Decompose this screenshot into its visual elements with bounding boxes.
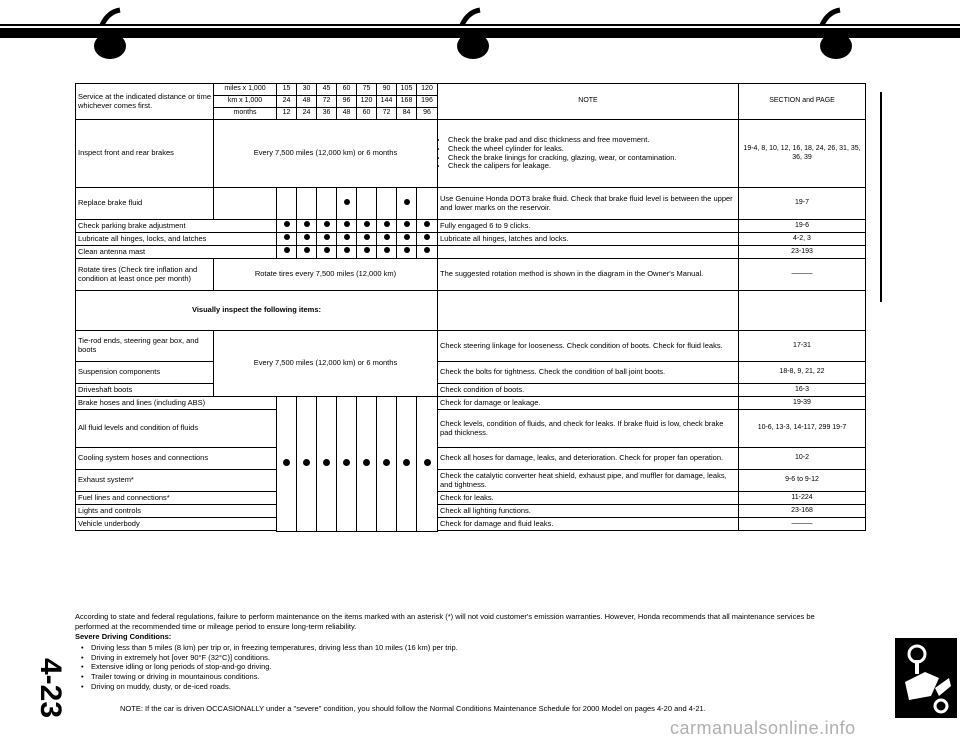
interval-cell	[297, 397, 317, 532]
miles-value: 30	[297, 84, 317, 96]
interval-cell	[377, 188, 397, 220]
miles-value: 105	[397, 84, 417, 96]
section-ref: ———	[739, 259, 866, 291]
service-dot	[403, 459, 410, 466]
note-bullet: • Check the calipers for leakage.	[448, 162, 736, 171]
section-ref: 19-39	[739, 397, 866, 410]
header-row-miles	[76, 84, 866, 96]
miles-value: 90	[377, 84, 397, 96]
service-dot	[344, 221, 350, 227]
list-item: • Driving less than 5 miles (8 km) per trip or, in freezing temperatures, driving less than 10 miles (16 km) per trip.	[91, 643, 850, 653]
section-ref: 18-8, 9, 21, 22	[739, 362, 866, 384]
months-value: 72	[377, 108, 397, 120]
item-note: Check all hoses for damage, leaks, and deterioration. Check for proper fan operation.	[438, 448, 739, 470]
page-number	[30, 657, 70, 719]
interval-cell	[277, 397, 297, 532]
interval-cell	[397, 397, 417, 532]
interval-cell	[337, 188, 357, 220]
list-item: • Trailer towing or driving in mountainous conditions.	[91, 672, 850, 682]
interval-cell	[357, 233, 377, 246]
interval-cell	[317, 246, 337, 259]
note-bullet: • Check the brake pad and disc thickness and free movement.	[448, 136, 736, 145]
item-label: Lubricate all hinges, locks, and latches	[76, 233, 277, 246]
item-label: Exhaust system*	[76, 470, 277, 492]
interval-cell	[297, 220, 317, 233]
item-label: All fluid levels and condition of fluids	[76, 410, 277, 448]
item-note: Check levels, condition of fluids, and check for leaks. If brake fluid is low, check brake pad thickness.	[438, 410, 739, 448]
section-ref: 11-224	[739, 492, 866, 505]
km-value: 24	[277, 96, 297, 108]
interval-cell	[337, 397, 357, 532]
service-dot	[344, 234, 350, 240]
interval-cell	[277, 188, 297, 220]
table-row	[76, 291, 866, 331]
interval-cell	[277, 233, 297, 246]
section-ref: 10-6, 13-3, 14-117, 299 19-7	[739, 410, 866, 448]
interval-cell	[397, 220, 417, 233]
table-row	[76, 188, 866, 220]
service-dot	[363, 459, 370, 466]
item-note	[438, 246, 739, 259]
interval-cell	[317, 188, 337, 220]
item-label: Replace brake fluid	[76, 188, 214, 220]
table-row	[76, 220, 866, 233]
item-label: Driveshaft boots	[76, 384, 214, 397]
interval-cell	[297, 246, 317, 259]
list-item: • Extensive idling or long periods of stop-and-go driving.	[91, 662, 850, 672]
section-column-header: SECTION and PAGE	[739, 84, 866, 120]
item-note: Check for damage or leakage.	[438, 397, 739, 410]
note-bullet: • Check the wheel cylinder for leaks.	[448, 145, 736, 154]
service-dot	[304, 221, 310, 227]
interval-cell	[357, 246, 377, 259]
km-value: 168	[397, 96, 417, 108]
section-ref: 16-3	[739, 384, 866, 397]
table-row	[76, 518, 866, 531]
severe-conditions-list	[75, 643, 850, 692]
table-row	[76, 331, 866, 362]
interval-cell	[417, 246, 438, 259]
months-value: 48	[337, 108, 357, 120]
months-value: 60	[357, 108, 377, 120]
interval-cell	[417, 220, 438, 233]
interval-cell	[397, 188, 417, 220]
interval-cell	[317, 233, 337, 246]
empty-cell	[214, 188, 277, 220]
km-value: 120	[357, 96, 377, 108]
item-label: Vehicle underbody	[76, 518, 277, 531]
table-row	[76, 384, 866, 397]
service-dot	[424, 247, 430, 253]
km-value: 48	[297, 96, 317, 108]
visual-inspect-heading: Visually inspect the following items:	[76, 291, 438, 331]
service-dot	[404, 247, 410, 253]
interval-cell	[397, 246, 417, 259]
empty-cell	[438, 531, 739, 532]
interval-span-text: Rotate tires every 7,500 miles (12,000 km)	[214, 259, 438, 291]
interval-cell	[317, 220, 337, 233]
km-value: 96	[337, 96, 357, 108]
section-ref: 19-7	[739, 188, 866, 220]
table-row	[76, 531, 866, 532]
table-row	[76, 259, 866, 291]
item-note	[438, 120, 739, 188]
severe-conditions-block	[75, 632, 850, 692]
months-value: 84	[397, 108, 417, 120]
interval-cell	[417, 397, 438, 532]
service-dot	[383, 459, 390, 466]
km-value: 72	[317, 96, 337, 108]
severe-conditions-heading: Severe Driving Conditions:	[75, 632, 172, 641]
binder-header-graphic	[0, 0, 960, 60]
item-note: Check all lighting functions.	[438, 505, 739, 518]
occasional-severe-note: NOTE: If the car is driven OCCASIONALLY under a "severe" condition, you should follow the Normal Conditions Maintenance Schedule for 2000 Model on pages 4-20 and 4-21.	[120, 704, 706, 713]
service-dot	[344, 247, 350, 253]
service-dot	[404, 221, 410, 227]
service-dot	[303, 459, 310, 466]
service-dot	[304, 247, 310, 253]
interval-cell	[357, 188, 377, 220]
empty-cell	[76, 531, 277, 532]
emission-warranty-paragraph: According to state and federal regulations, failure to perform maintenance on the items marked with an asterisk (*) will not void customer's emission warranties. However, Honda recommends that all maintenance services be performed at the recommended time or mileage period to ensure long-term reliability.	[75, 612, 815, 631]
table-row	[76, 120, 866, 188]
table-row	[76, 492, 866, 505]
service-dot	[424, 459, 431, 466]
item-note: Fully engaged 6 to 9 clicks.	[438, 220, 739, 233]
interval-cell	[377, 220, 397, 233]
maintenance-section-tab-icon	[895, 638, 957, 718]
interval-cell	[397, 233, 417, 246]
table-row	[76, 362, 866, 384]
table-row	[76, 410, 866, 448]
service-dot	[364, 234, 370, 240]
service-dot	[323, 459, 330, 466]
section-ref: 4-2, 3	[739, 233, 866, 246]
interval-cell	[277, 220, 297, 233]
interval-cell	[357, 397, 377, 532]
empty-cell	[739, 531, 866, 532]
service-dot	[283, 459, 290, 466]
item-note: Use Genuine Honda DOT3 brake fluid. Check that brake fluid level is between the upper and lower marks on the reservoir.	[438, 188, 739, 220]
interval-cell	[297, 188, 317, 220]
maintenance-schedule-table	[75, 83, 866, 532]
service-dot	[384, 221, 390, 227]
service-dot	[284, 221, 290, 227]
service-dot	[364, 247, 370, 253]
months-value: 36	[317, 108, 337, 120]
interval-cell	[337, 220, 357, 233]
service-dot	[424, 221, 430, 227]
item-label: Rotate tires (Check tire inflation and condition at least once per month)	[76, 259, 214, 291]
service-dot	[404, 199, 410, 205]
table-row	[76, 505, 866, 518]
interval-cell	[377, 397, 397, 532]
km-value: 144	[377, 96, 397, 108]
miles-unit-label: miles x 1,000	[214, 84, 277, 96]
item-note: Check for damage and fluid leaks.	[438, 518, 739, 531]
service-dot	[284, 234, 290, 240]
service-dot	[364, 221, 370, 227]
item-note: Check for leaks.	[438, 492, 739, 505]
service-dot	[284, 247, 290, 253]
table-row	[76, 470, 866, 492]
section-ref: ———	[739, 518, 866, 531]
section-ref: 9-6 to 9-12	[739, 470, 866, 492]
months-value: 12	[277, 108, 297, 120]
item-label: Clean antenna mast	[76, 246, 277, 259]
item-note: The suggested rotation method is shown in the diagram in the Owner's Manual.	[438, 259, 739, 291]
miles-value: 45	[317, 84, 337, 96]
service-dot	[384, 234, 390, 240]
service-interval-label: Service at the indicated distance or time whichever comes first.	[76, 84, 214, 120]
interval-cell	[277, 246, 297, 259]
item-label: Brake hoses and lines (including ABS)	[76, 397, 277, 410]
page-edge-rule	[880, 92, 882, 302]
note-column-header: NOTE	[438, 84, 739, 120]
interval-cell	[337, 246, 357, 259]
item-note: Lubricate all hinges, latches and locks.	[438, 233, 739, 246]
interval-cell	[337, 233, 357, 246]
interval-cell	[417, 233, 438, 246]
service-dot	[343, 459, 350, 466]
service-dot	[324, 221, 330, 227]
table-row	[76, 246, 866, 259]
item-label: Lights and controls	[76, 505, 277, 518]
interval-cell	[377, 233, 397, 246]
empty-cell	[438, 291, 739, 331]
section-ref: 23-168	[739, 505, 866, 518]
empty-cell	[739, 291, 866, 331]
miles-value: 15	[277, 84, 297, 96]
interval-cell	[297, 233, 317, 246]
page-number-text: 4-23	[34, 657, 68, 719]
miles-value: 75	[357, 84, 377, 96]
table-row	[76, 448, 866, 470]
interval-cell	[317, 397, 337, 532]
table-row	[76, 233, 866, 246]
item-label: Tie-rod ends, steering gear box, and boots	[76, 331, 214, 362]
item-note: Check the bolts for tightness. Check the condition of ball joint boots.	[438, 362, 739, 384]
section-ref: 19-4, 8, 10, 12, 16, 18, 24, 26, 31, 35, 36, 39	[739, 120, 866, 188]
table-row	[76, 397, 866, 410]
list-item: • Driving on muddy, dusty, or de-iced roads.	[91, 682, 850, 692]
km-unit-label: km x 1,000	[214, 96, 277, 108]
interval-cell	[417, 188, 438, 220]
item-note: Check condition of boots.	[438, 384, 739, 397]
item-label: Suspension components	[76, 362, 214, 384]
service-dot	[424, 234, 430, 240]
interval-cell	[357, 220, 377, 233]
service-dot	[404, 234, 410, 240]
km-value: 196	[417, 96, 438, 108]
months-unit-label: months	[214, 108, 277, 120]
months-value: 96	[417, 108, 438, 120]
interval-span-text: Every 7,500 miles (12,000 km) or 6 months	[214, 331, 438, 397]
watermark: carmanualsonline.info	[670, 718, 856, 738]
item-label: Fuel lines and connections*	[76, 492, 277, 505]
item-label: Cooling system hoses and connections	[76, 448, 277, 470]
service-dot	[384, 247, 390, 253]
service-dot	[304, 234, 310, 240]
interval-cell	[377, 246, 397, 259]
list-item: • Driving in extremely hot [over 90°F (32°C)] conditions.	[91, 653, 850, 663]
months-value: 24	[297, 108, 317, 120]
section-ref: 19-6	[739, 220, 866, 233]
section-ref: 23-193	[739, 246, 866, 259]
section-ref: 10-2	[739, 448, 866, 470]
service-dot	[324, 247, 330, 253]
item-label: Inspect front and rear brakes	[76, 120, 214, 188]
miles-value: 60	[337, 84, 357, 96]
interval-span-text: Every 7,500 miles (12,000 km) or 6 months	[214, 120, 438, 188]
miles-value: 120	[417, 84, 438, 96]
note-bullet: • Check the brake linings for cracking, glazing, wear, or contamination.	[448, 154, 736, 163]
item-note: Check steering linkage for looseness. Check condition of boots. Check for fluid leaks.	[438, 331, 739, 362]
item-label: Check parking brake adjustment	[76, 220, 277, 233]
service-dot	[344, 199, 350, 205]
section-ref: 17-31	[739, 331, 866, 362]
item-note: Check the catalytic converter heat shield, exhaust pipe, and muffler for damage, leaks, and tightness.	[438, 470, 739, 492]
service-dot	[324, 234, 330, 240]
